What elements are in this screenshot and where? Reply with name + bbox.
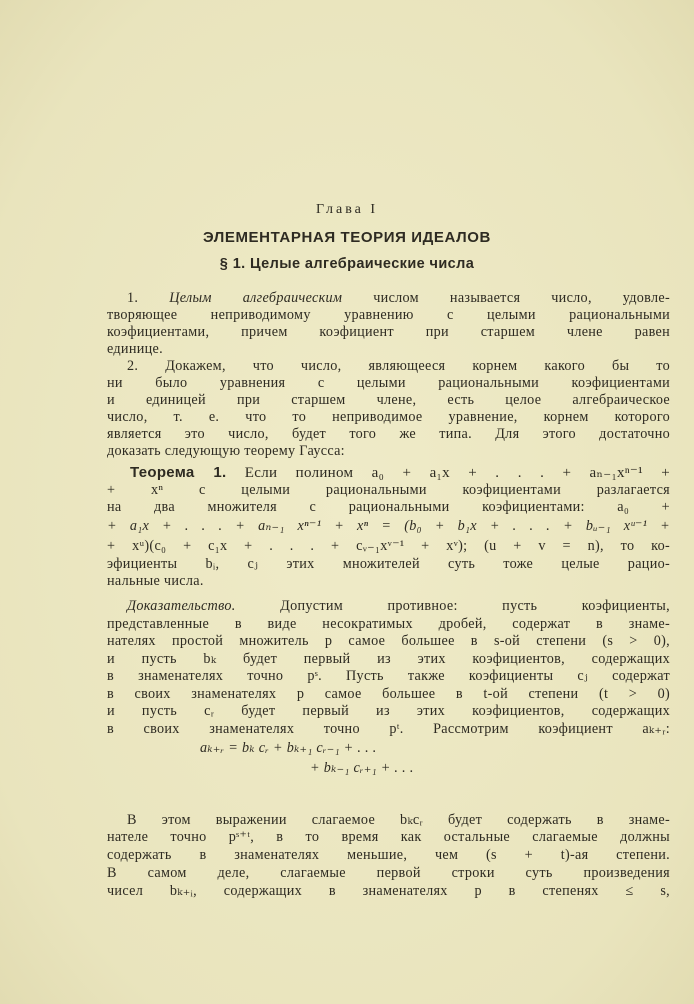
paragraph-1-line: творяющее неприводимому уравнению с целыми рациональными (107, 307, 670, 323)
paragraph-2-line: доказать следующую теорему Гаусса: (107, 443, 345, 459)
theorem-line: + xᵘ)(c₀ + c₁x + . . . + cᵥ₋₁xᵛ⁻¹ + xᵛ); (u + v = n), то ко- (107, 538, 670, 554)
proof-line: нателях простой множитель p самое большее в s-ой степени (s > 0), (107, 633, 670, 649)
paragraph-3-line: содержать в знаменателях меньшие, чем (s + t)-ая степени. (107, 847, 670, 863)
theorem-line: + a₁x + . . . + aₙ₋₁ xⁿ⁻¹ + xⁿ = (b₀ + b₁x + . . . + bᵤ₋₁ xᵘ⁻¹ + (107, 518, 670, 534)
paragraph-3-line: нателе точно pˢ⁺ᵗ, в то время как остальные слагаемые должны (107, 829, 670, 845)
paragraph-2-line: ни было уравнения с целыми рациональными коэфициентами (107, 375, 670, 391)
paragraph-1-line: коэфициентами, причем коэфициент при старшем члене равен (107, 324, 670, 340)
paragraph-2-line: является это число, будет того же типа. Для этого достаточно (107, 426, 670, 442)
equation-line: aₖ₊ᵣ = bₖ cᵣ + bₖ₊₁ cᵣ₋₁ + . . . (200, 740, 377, 756)
section-heading: § 1. Целые алгебраические числа (219, 256, 475, 272)
theorem-label: Теорема 1. (130, 464, 227, 481)
proof-line: Доказательство. Допустим противное: пусть коэфициенты, (127, 598, 670, 614)
paragraph-2-line: число, т. е. что то неприводимое уравнение, корнем которого (107, 409, 670, 425)
chapter-heading: Глава I (315, 202, 379, 217)
chapter-title: ЭЛЕМЕНТАРНАЯ ТЕОРИЯ ИДЕАЛОВ (203, 229, 491, 246)
proof-line: в знаменателях точно pˢ. Пусть также коэфициенты cⱼ содержат (107, 668, 670, 684)
theorem-line: эфициенты bᵢ, cⱼ этих множителей суть тоже целые рацио- (107, 556, 670, 572)
theorem-line: на два множителя с рациональными коэфициентами: a₀ + (107, 499, 670, 515)
theorem-line: Теорема 1. Если полином a₀ + a₁x + . . . + aₙ₋₁xⁿ⁻¹ + (130, 464, 670, 481)
paragraph-2-line: 2. Докажем, что число, являющееся корнем какого бы то (127, 358, 670, 374)
theorem-line: + xⁿ с целыми рациональными коэфициентами разлагается (107, 482, 670, 498)
proof-line: представленные в виде несократимых дробей, содержат в знаме- (107, 616, 670, 632)
paragraph-3-line: В этом выражении слагаемое bₖcᵣ будет содержать в знаме- (127, 812, 670, 828)
proof-line: и пусть bₖ будет первый из этих коэфициентов, содержащих (107, 651, 670, 667)
paragraph-3-line: В самом деле, слагаемые первой строки суть произведения (107, 865, 670, 881)
proof-line: в своих знаменателях точно pᵗ. Рассмотрим коэфициент aₖ₊ᵣ: (107, 721, 670, 737)
defined-term: Целым алгебраическим (169, 290, 343, 306)
proof-label: Доказательство. (127, 598, 236, 614)
paragraph-2-line: и единицей при старшем члене, есть целое алгебраическое (107, 392, 670, 408)
proof-line: и пусть cᵣ будет первый из этих коэфициентов, содержащих (107, 703, 670, 719)
theorem-line: нальные числа. (107, 573, 204, 589)
equation-line: + bₖ₋₁ cᵣ₊₁ + . . . (310, 760, 414, 776)
paragraph-1-line: 1. Целым алгебраическим числом называется число, удовле- (127, 290, 670, 306)
paragraph-1-line: единице. (107, 341, 163, 357)
proof-line: в своих знаменателях p самое большее в t-ой степени (t > 0) (107, 686, 670, 702)
paragraph-3-line: чисел bₖ₊ᵢ, содержащих в знаменателях p в степенях ≤ s, (107, 883, 670, 899)
